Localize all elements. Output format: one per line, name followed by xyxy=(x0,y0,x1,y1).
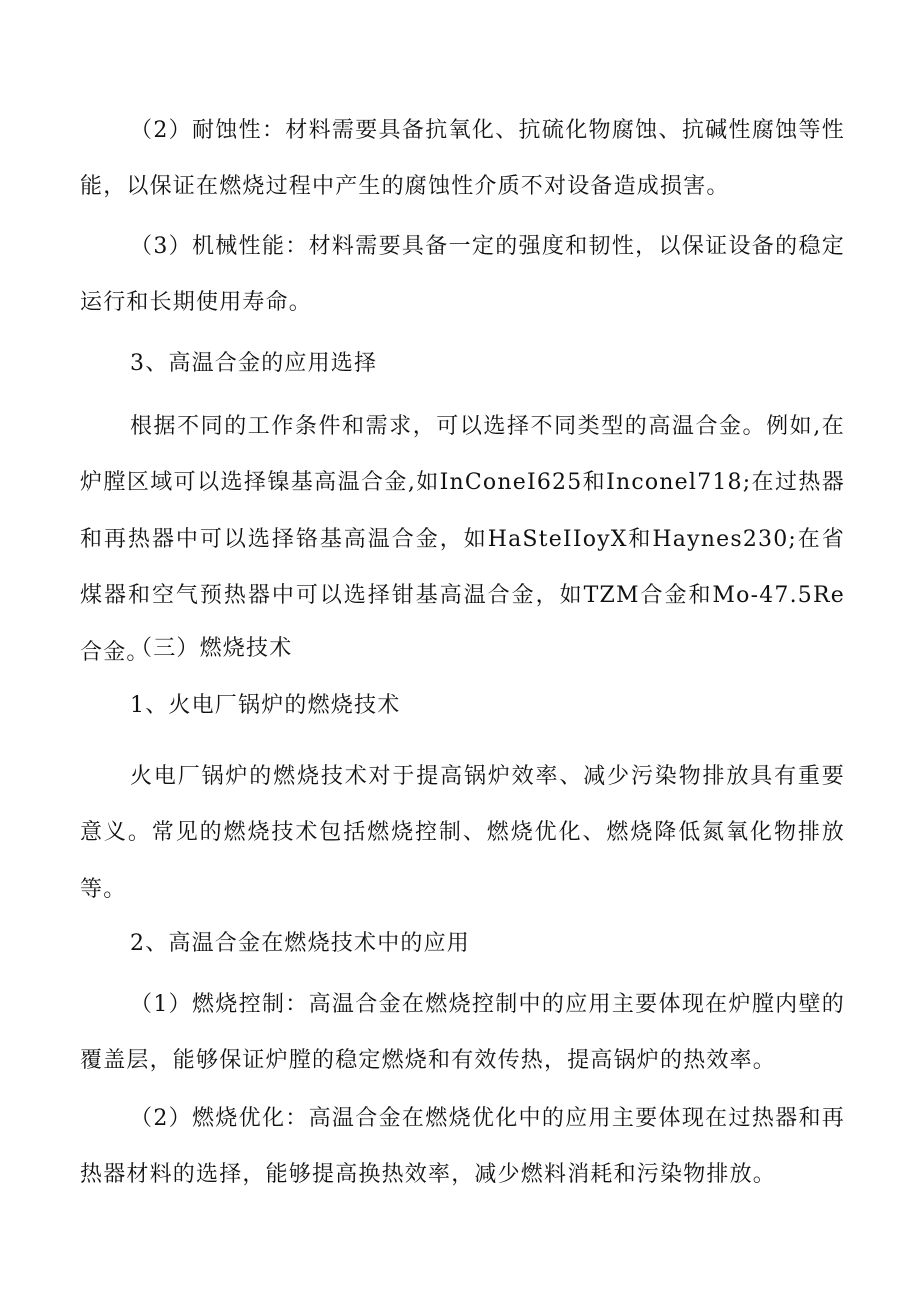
paragraph-combustion-control: （1）燃烧控制：高温合金在燃烧控制中的应用主要体现在炉膛内壁的覆盖层，能够保证炉膛的稳定燃烧和有效传热，提高锅炉的热效率。 xyxy=(80,992,845,1074)
paragraph-corrosion-resistance: （2）耐蚀性：材料需要具备抗氧化、抗硫化物腐蚀、抗碱性腐蚀等性能，以保证在燃烧过程中产生的腐蚀性介质不对设备造成损害。 xyxy=(80,118,845,200)
paragraph-mechanical-properties: （3）机械性能：材料需要具备一定的强度和韧性，以保证设备的稳定运行和长期使用寿命。 xyxy=(80,234,845,316)
section-heading-alloy-selection: 3、高温合金的应用选择 xyxy=(130,351,378,376)
section-heading-alloy-in-combustion: 2、高温合金在燃烧技术中的应用 xyxy=(130,931,470,956)
paragraph-boiler-combustion: 火电厂锅炉的燃烧技术对于提高锅炉效率、减少污染物排放具有重要意义。常见的燃烧技术包括燃烧控制、燃烧优化、燃烧降低氮氧化物排放等。 xyxy=(80,764,845,902)
paragraph-combustion-optimization: （2）燃烧优化：高温合金在燃烧优化中的应用主要体现在过热器和再热器材料的选择，能够提高换热效率，减少燃料消耗和污染物排放。 xyxy=(80,1106,845,1188)
section-heading-combustion-technology: （三）燃烧技术 xyxy=(130,636,293,661)
paragraph-alloy-selection: 根据不同的工作条件和需求，可以选择不同类型的高温合金。例如,在炉膛区域可以选择镍基高温合金,如InConeI625和Inconel718;在过热器和再热器中可以选择铬基高温合金，如HaSteIIoyX和Haynes230;在省煤器和空气预热器中可以选择钳基高温合金，如TZM合金和Mo-47.5Re合金。 xyxy=(80,414,845,665)
section-heading-boiler-combustion: 1、火电厂锅炉的燃烧技术 xyxy=(130,693,401,718)
